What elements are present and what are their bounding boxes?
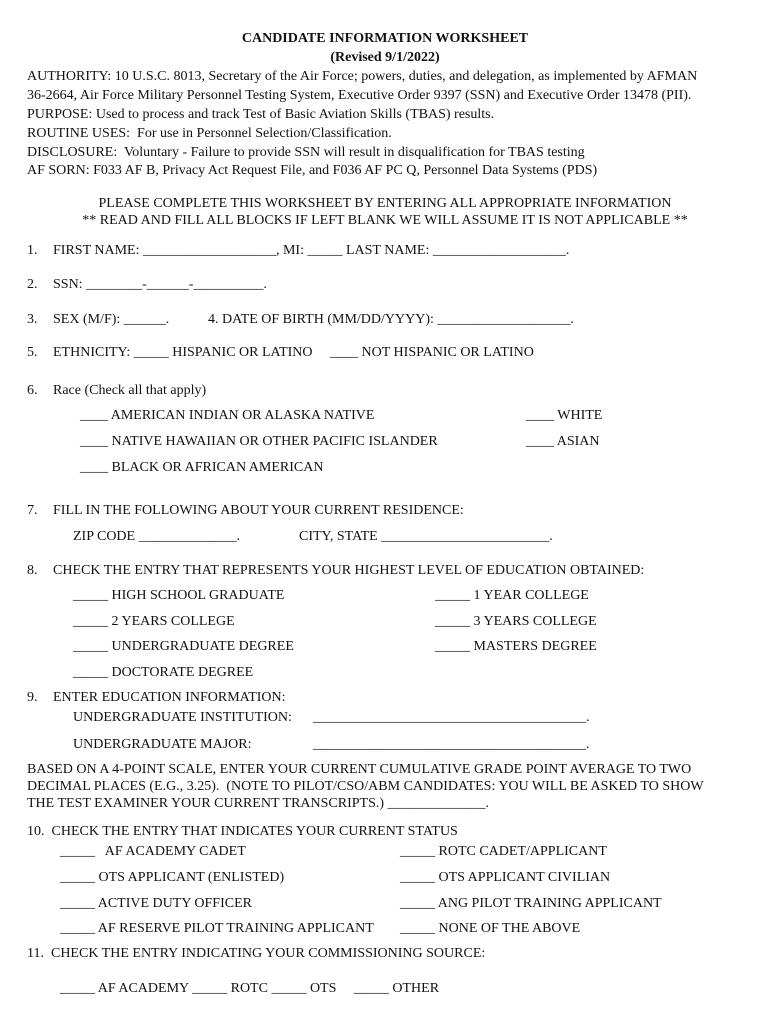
zip-code-field[interactable]: ZIP CODE ______________. xyxy=(73,529,241,544)
edu-option-2-years[interactable]: _____ 2 YEARS COLLEGE xyxy=(73,614,235,629)
q8-number: 8. xyxy=(27,563,38,578)
edu-option-doctorate[interactable]: _____ DOCTORATE DEGREE xyxy=(73,665,254,680)
race-option-native-hawaiian[interactable]: ____ NATIVE HAWAIIAN OR OTHER PACIFIC ISLANDER xyxy=(80,434,438,449)
q3-number: 3. xyxy=(27,312,38,327)
major-label: UNDERGRADUATE MAJOR: xyxy=(73,737,252,752)
race-prompt: Race (Check all that apply) xyxy=(53,383,207,398)
q7-number: 7. xyxy=(27,503,38,518)
edu-option-3-years[interactable]: _____ 3 YEARS COLLEGE xyxy=(435,614,597,629)
ethnicity-field[interactable]: ETHNICITY: _____ HISPANIC OR LATINO ____ NOT HISPANIC OR LATINO xyxy=(53,345,534,360)
major-field[interactable]: _______________________________________. xyxy=(313,737,590,752)
race-option-asian[interactable]: ____ ASIAN xyxy=(526,434,600,449)
q5-number: 5. xyxy=(27,345,38,360)
race-option-american-indian[interactable]: ____ AMERICAN INDIAN OR ALASKA NATIVE xyxy=(80,408,375,423)
status-option-none[interactable]: _____ NONE OF THE ABOVE xyxy=(400,921,581,936)
race-option-black[interactable]: ____ BLACK OR AFRICAN AMERICAN xyxy=(80,460,324,475)
education-prompt: CHECK THE ENTRY THAT REPRESENTS YOUR HIGHEST LEVEL OF EDUCATION OBTAINED: xyxy=(53,563,645,578)
edu-option-1-year[interactable]: _____ 1 YEAR COLLEGE xyxy=(435,588,589,603)
institution-label: UNDERGRADUATE INSTITUTION: xyxy=(73,710,292,725)
status-option-ots-enlisted[interactable]: _____ OTS APPLICANT (ENLISTED) xyxy=(60,870,285,885)
status-option-rotc[interactable]: _____ ROTC CADET/APPLICANT xyxy=(400,844,607,859)
education-info-prompt: ENTER EDUCATION INFORMATION: xyxy=(53,690,286,705)
sex-field[interactable]: SEX (M/F): ______. xyxy=(53,312,170,327)
status-option-active-duty[interactable]: _____ ACTIVE DUTY OFFICER xyxy=(60,896,252,911)
q9-number: 9. xyxy=(27,690,38,705)
purpose-line: PURPOSE: Used to process and track Test of Basic Aviation Skills (TBAS) results. xyxy=(27,107,495,122)
edu-option-masters[interactable]: _____ MASTERS DEGREE xyxy=(435,639,597,654)
gpa-line-1: BASED ON A 4-POINT SCALE, ENTER YOUR CURRENT CUMULATIVE GRADE POINT AVERAGE TO TWO xyxy=(27,762,692,777)
status-option-ang[interactable]: _____ ANG PILOT TRAINING APPLICANT xyxy=(400,896,662,911)
city-state-field[interactable]: CITY, STATE ________________________. xyxy=(299,529,553,544)
q2-number: 2. xyxy=(27,277,38,292)
disclosure-line: DISCLOSURE: Voluntary - Failure to provide SSN will result in disqualification for TBAS testing xyxy=(27,145,585,160)
revision-date: (Revised 9/1/2022) xyxy=(330,50,440,65)
commissioning-options[interactable]: _____ AF ACADEMY _____ ROTC _____ OTS _____ OTHER xyxy=(60,981,440,996)
ssn-field[interactable]: SSN: ________-______-__________. xyxy=(53,277,267,292)
status-option-ots-civilian[interactable]: _____ OTS APPLICANT CIVILIAN xyxy=(400,870,611,885)
status-option-af-reserve[interactable]: _____ AF RESERVE PILOT TRAINING APPLICANT xyxy=(60,921,374,936)
residence-prompt: FILL IN THE FOLLOWING ABOUT YOUR CURRENT RESIDENCE: xyxy=(53,503,464,518)
dob-field[interactable]: 4. DATE OF BIRTH (MM/DD/YYYY): ___________________. xyxy=(208,312,574,327)
q1-number: 1. xyxy=(27,243,38,258)
authority-line-1: AUTHORITY: 10 U.S.C. 8013, Secretary of the Air Force; powers, duties, and delegation, as implemented by AFMAN xyxy=(27,69,698,84)
instruction-line-1: PLEASE COMPLETE THIS WORKSHEET BY ENTERING ALL APPROPRIATE INFORMATION xyxy=(98,196,672,211)
routine-uses-line: ROUTINE USES: For use in Personnel Selection/Classification. xyxy=(27,126,392,141)
authority-line-2: 36-2664, Air Force Military Personnel Testing System, Executive Order 9397 (SSN) and Executive Order 13478 (PII). xyxy=(27,88,692,103)
sorn-line: AF SORN: F033 AF B, Privacy Act Request File, and F036 AF PC Q, Personnel Data Systems (PDS) xyxy=(27,163,598,178)
status-option-af-academy-cadet[interactable]: _____ AF ACADEMY CADET xyxy=(60,844,246,859)
edu-option-undergraduate[interactable]: _____ UNDERGRADUATE DEGREE xyxy=(73,639,294,654)
institution-field[interactable]: _______________________________________. xyxy=(313,710,590,725)
gpa-line-2: DECIMAL PLACES (E.G., 3.25). (NOTE TO PILOT/CSO/ABM CANDIDATES: YOU WILL BE ASKED TO SHOW xyxy=(27,779,704,794)
gpa-field[interactable]: THE TEST EXAMINER YOUR CURRENT TRANSCRIPTS.) ______________. xyxy=(27,796,490,811)
form-title: CANDIDATE INFORMATION WORKSHEET xyxy=(241,31,529,46)
q6-number: 6. xyxy=(27,383,38,398)
instruction-line-2: ** READ AND FILL ALL BLOCKS IF LEFT BLANK WE WILL ASSUME IT IS NOT APPLICABLE ** xyxy=(82,213,688,228)
commissioning-prompt: 11. CHECK THE ENTRY INDICATING YOUR COMMISSIONING SOURCE: xyxy=(27,946,486,961)
name-fields[interactable]: FIRST NAME: ___________________, MI: _____ LAST NAME: ___________________. xyxy=(53,243,570,258)
edu-option-high-school[interactable]: _____ HIGH SCHOOL GRADUATE xyxy=(73,588,285,603)
status-prompt: 10. CHECK THE ENTRY THAT INDICATES YOUR CURRENT STATUS xyxy=(27,824,458,839)
race-option-white[interactable]: ____ WHITE xyxy=(526,408,603,423)
